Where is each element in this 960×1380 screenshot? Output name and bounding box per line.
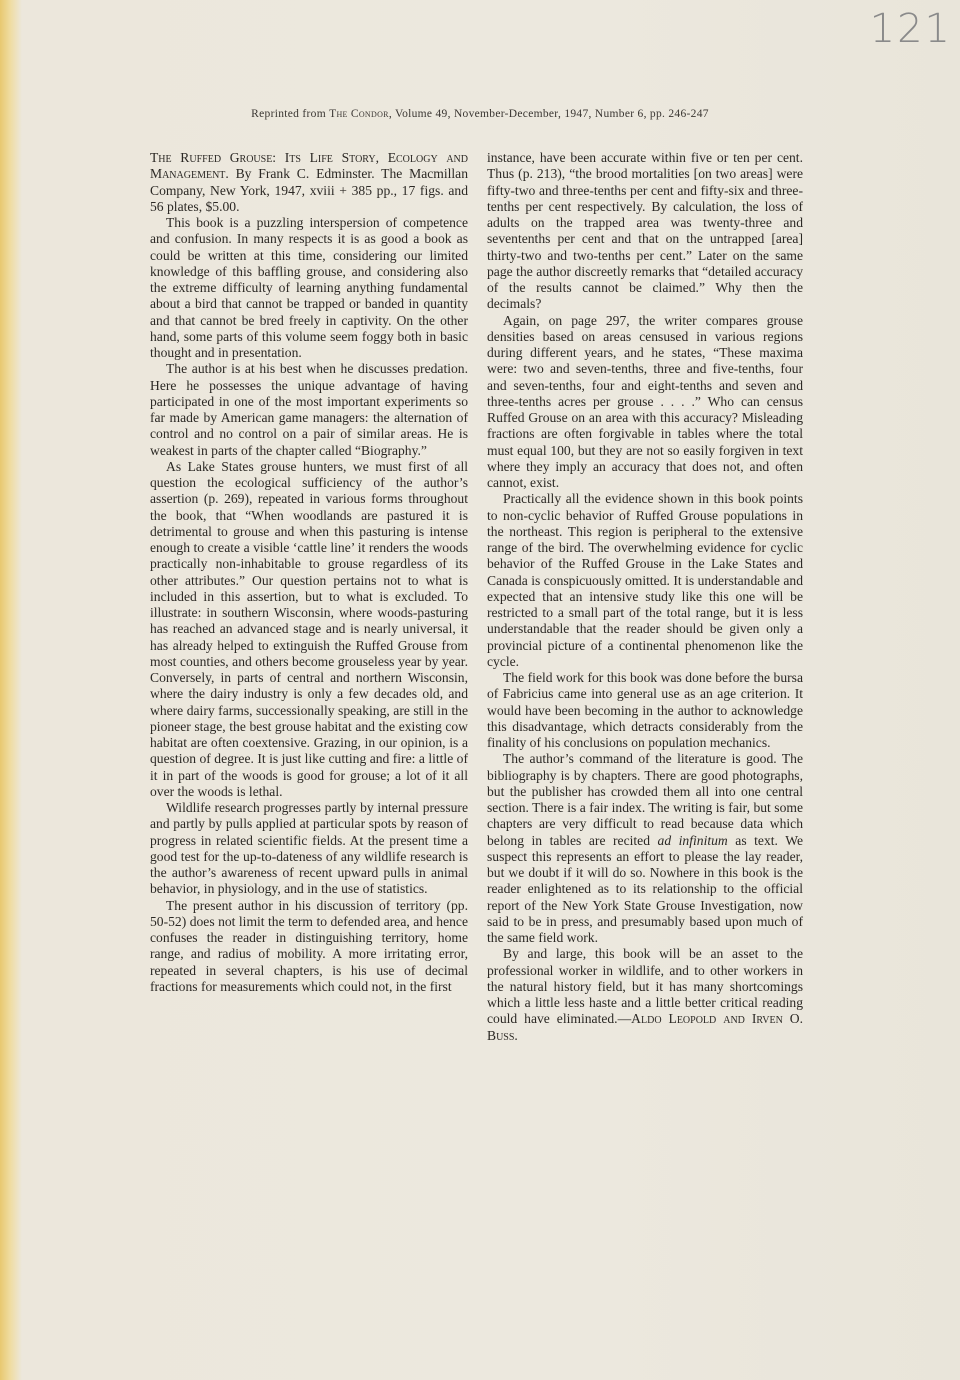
body-paragraph: The field work for this book was done before the bursa of Fabricius came into general use as an age criterion. It would have been becoming in the author to acknowledge this disadvantage, which detracts considerably from the finality of his conclusions on population mechanics.	[487, 670, 803, 750]
body-paragraph: This book is a puzzling interspersion of competence and confusion. In many respects it is as good a book as could be written at this time, considering our limited knowledge of this baffling grouse, and considering also the extreme difficulty of learning anything fundamental about a bird that cannot be trapped or banded in quantity and that cannot be bred freely in captivity. On the other hand, some parts of this volume seem foggy both in basic thought and in presentation.	[150, 215, 468, 360]
reprint-suffix: , Volume 49, November-December, 1947, Number 6, pp. 246-247	[388, 108, 709, 120]
left-column	[150, 150, 468, 995]
body-paragraph: Practically all the evidence shown in this book points to non-cyclic behavior of Ruffed Grouse populations in the northeast. This region is peripheral to the extensive range of the bird. The overwhelming evidence for cyclic behavior of the Ruffed Grouse in the Lake States and Canada is conspicuously omitted. It is understandable and expected that an intensive study like this one will be restricted to a small part of the total range, but it is less understandable that the reader should be given only a provincial picture of a continental phenomenon like the cycle.	[487, 491, 803, 669]
journal-name: The Condor	[329, 108, 389, 120]
closing-text: By and large, this book will be an asset to the professional worker in wildlife, and to other workers in the natural history field, but it has many shortcomings which a little less haste and a little better critical reading could have eliminated.—	[487, 946, 803, 1027]
literature-paragraph	[487, 751, 803, 946]
right-column	[487, 150, 803, 1044]
body-paragraph: The author is at his best when he discusses predation. Here he possesses the unique advantage of having participated in one of the most important experiments so far made by American game managers: the alternation of control and no control on a pair of similar areas. He is weakest in parts of the chapter called “Biography.”	[150, 361, 468, 458]
reprint-notice	[0, 108, 960, 120]
review-authors: Aldo Leopold and Irven O. Buss.	[487, 1011, 803, 1043]
body-paragraph: Again, on page 297, the writer compares grouse densities based on areas censused in various regions during different years, and he states, “These maxima were: two and seven-tenths, three and five-tenths, four and seven-tenths, four and eight-tenths and seven and three-tenths acres per grouse . . . .” Who can census Ruffed Grouse on an area with this accuracy? Misleading fractions are often forgivable in tables where the total must equal 100, but they are not so easily forgiven in text where they imply an accuracy that does not, and often cannot, exist.	[487, 312, 803, 490]
literature-text-before: The author’s command of the literature is good. The bibliography is by chapters. There are good photographs, but the publisher has crowded them all into one central section. There is a fair index. The writing is fair, but some chapters are very difficult to read because data which belong in tables are recited	[487, 751, 803, 848]
book-citation	[150, 150, 468, 215]
body-paragraph: Wildlife research progresses partly by internal pressure and partly by pulls applied at particular spots by reason of progress in related scientific fields. At the present time a good test for the up-to-dateness of any wildlife research is the author’s awareness of recent upward pulls in animal behavior, in physiology, and in the use of statistics.	[150, 800, 468, 897]
book-title: The Ruffed Grouse: Its Life Story, Ecology and Management.	[150, 150, 468, 182]
body-paragraph: The present author in his discussion of territory (pp. 50-52) does not limit the term to defended area, and hence confuses the reader in distinguishing territory, home range, and radius of mobility. A more irritating error, repeated in several chapters, is his use of decimal fractions for measurements which could not, in the first	[150, 897, 468, 994]
book-details: By Frank C. Edminster. The Macmillan Company, New York, 1947, xviii + 385 pp., 17 figs. and 56 plates, $5.00.	[150, 166, 468, 214]
closing-paragraph	[487, 946, 803, 1044]
continued-paragraph: instance, have been accurate within five or ten per cent. Thus (p. 213), “the brood mortalities [on two areas] were fifty-two and three-tenths per cent and fifty-six and three-tenths per cent respectively. By calculation, the loss of adults on the trapped area was twenty-three and seventenths per cent and that on the untrapped [area] thirty-two and two-tenths per cent.” Later on the same page the author discreetly remarks that “detailed accuracy of the results cannot be claimed.” Why then the decimals?	[487, 150, 803, 312]
body-paragraph: As Lake States grouse hunters, we must first of all question the ecological sufficiency of the author’s assertion (p. 269), repeated in various forms throughout the book, that “When woodlands are pastured it is detrimental to grouse and when this pasturing is intense enough to create a visible ‘cattle line’ it renders the woods practically non-inhabitable to grouse regardless of its other attributes.” Our question pertains not to what is included in this assertion, but to what is excluded. To illustrate: in southern Wisconsin, where woods-pasturing has reached an advanced stage and is nearly universal, it has already helped to extinguish the Ruffed Grouse from most counties, and others become grouseless year by year. Conversely, in parts of central and northern Wisconsin, where the dairy industry is only a few decades old, and where dairy farms, successionally speaking, are still in the pioneer stage, the best grouse habitat and the existing cow habitat are often coextensive. Grazing, in our opinion, is a question of degree. It is just like cutting and fire: a little of it in part of the woods is good for grouse; a lot of it all over the woods is lethal.	[150, 458, 468, 799]
italic-phrase: ad infinitum	[657, 832, 728, 848]
literature-text-after: as text. We suspect this represents an effort to please the lay reader, but we doubt if it will do so. Nowhere in this book is the reader enlightened as to its relationship to the official report of the New York State Grouse Investigation, now said to be in press, and presumably based upon much of the same field work.	[487, 832, 804, 945]
reprint-prefix: Reprinted from	[251, 108, 330, 120]
margin-mark: 121	[869, 6, 952, 52]
